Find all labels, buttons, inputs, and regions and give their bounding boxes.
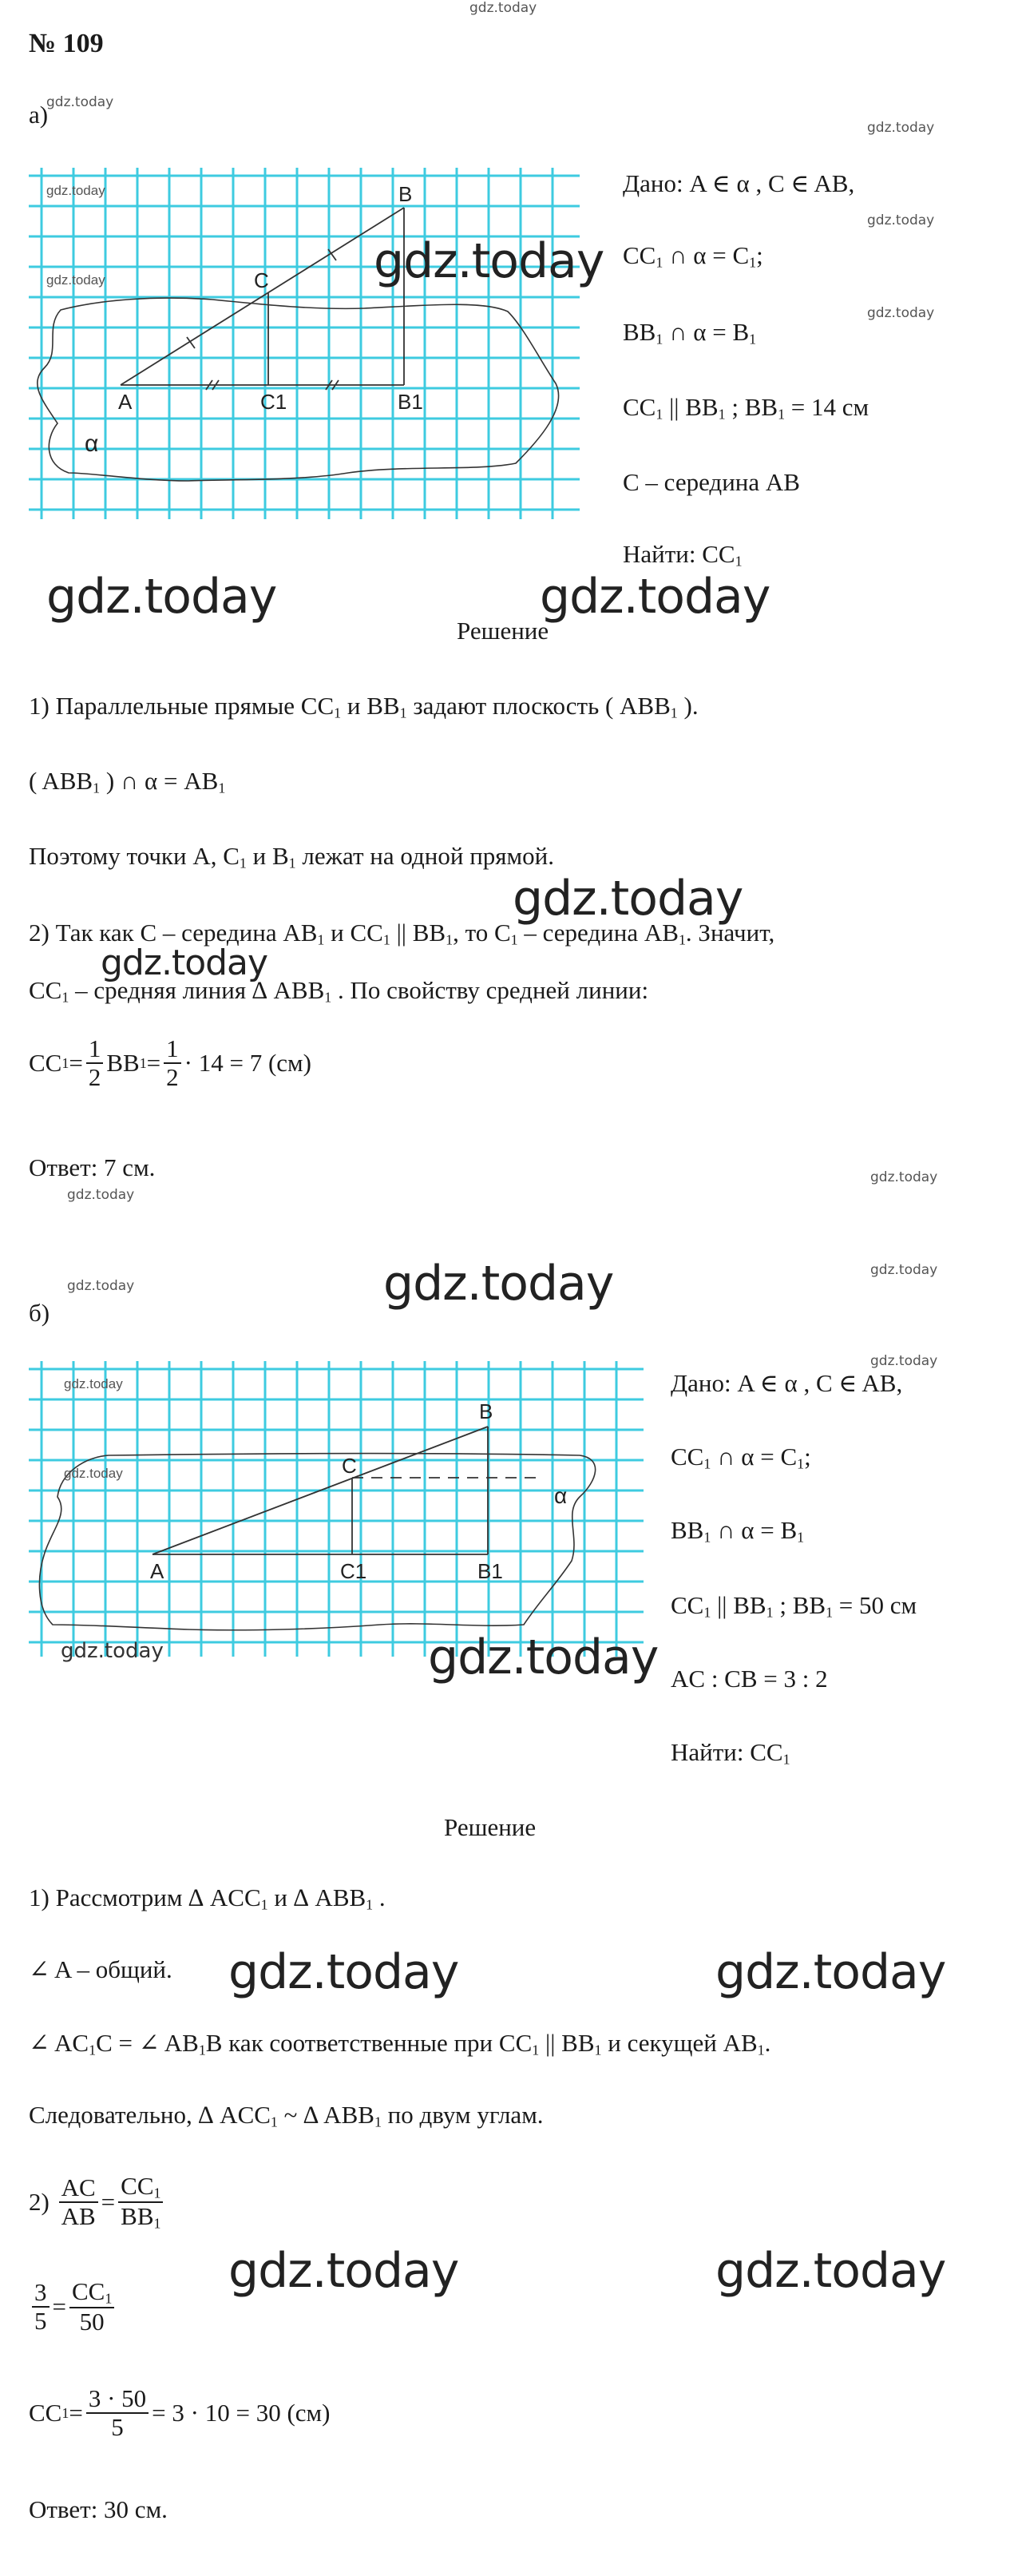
find-a: Найти: $CC_1$: [623, 540, 743, 570]
solution-a-step1b: ( $ABB_1$ ) ∩ $\alpha = AB_1$: [29, 767, 226, 796]
point-b: B: [398, 182, 413, 206]
point-c: C: [254, 268, 269, 292]
given-b-line5: AC : CB = 3 : 2: [671, 1665, 828, 1693]
given-b-line1: Дано: A ∈ α , C ∈ AB,: [671, 1369, 903, 1397]
solution-b-step1: 1) Рассмотрим ∆ $ACC_1$ и ∆ $ABB_1$ .: [29, 1883, 386, 1913]
point-c1: C1: [260, 390, 287, 414]
given-a-line3: $BB_1$ ∩ $\alpha = B_1$: [623, 318, 757, 347]
watermark-small: gdz.today: [64, 1466, 123, 1481]
watermark-big: gdz.today: [715, 2243, 946, 2299]
watermark-small: gdz.today: [870, 1262, 938, 1278]
watermark-big: gdz.today: [374, 233, 604, 289]
formula-b1: 2) $\frac{AC}{AB}$ = $\frac{CC_1}{BB_1}$: [29, 2173, 166, 2233]
watermark-medium: gdz.today: [61, 1639, 164, 1663]
point-b1: B1: [477, 1559, 503, 1583]
watermark-small: gdz.today: [46, 183, 105, 198]
answer-a: Ответ: 7 см.: [29, 1153, 156, 1181]
given-a-line2: $CC_1$ ∩ $\alpha = C_1$;: [623, 241, 763, 271]
watermark-big: gdz.today: [383, 1256, 614, 1312]
plane-alpha: α: [554, 1483, 568, 1508]
problem-number: № 109: [29, 29, 104, 58]
answer-b: Ответ: 30 см.: [29, 2495, 168, 2523]
formula-b3: CC 1 = $\frac{3 \cdot 50}{5}$ = 3 · 10 = 30 (см): [29, 2384, 331, 2442]
solution-a-step1: 1) Параллельные прямые $CC_1$ и $BB_1$ задают плоскость ( $ABB_1$ ).: [29, 692, 699, 721]
formula-b2: $\frac{3}{5}$ = $\frac{CC_1}{50}$: [29, 2278, 117, 2336]
watermark-big: gdz.today: [428, 1629, 659, 1685]
watermark-small: gdz.today: [67, 1187, 135, 1203]
watermark-big: gdz.today: [46, 569, 277, 625]
watermark-small: gdz.today: [64, 1376, 123, 1391]
watermark-small: gdz.today: [870, 1169, 938, 1185]
solution-a-step2b: $CC_1$ – средняя линия ∆ $ABB_1$ . По свойству средней линии:: [29, 976, 649, 1006]
point-b: B: [479, 1399, 493, 1423]
plane-alpha: α: [85, 431, 99, 457]
point-c1: C1: [340, 1559, 367, 1583]
watermark-big: gdz.today: [228, 1944, 459, 2000]
watermark-small: gdz.today: [867, 212, 935, 228]
watermark-small: gdz.today: [469, 0, 537, 16]
point-a: A: [150, 1559, 164, 1583]
watermark-big: gdz.today: [540, 569, 770, 625]
solution-b-similar: Следовательно, ∆ $ACC_1$ ~ ∆ $ABB_1$ по двум углам.: [29, 2101, 544, 2130]
watermark-small: gdz.today: [46, 94, 114, 110]
watermark-small: gdz.today: [870, 1353, 938, 1369]
point-b1: B1: [398, 390, 423, 414]
watermark-big: gdz.today: [101, 943, 268, 983]
solution-b-angles: ∠ $AC_1C$ = ∠ $AB_1B$ как соответственные при $CC_1$ || $BB_1$ и секущей $AB_1$.: [29, 2029, 771, 2058]
figure-a: [29, 168, 580, 519]
solution-b-common-angle: ∠ A – общий.: [29, 1955, 172, 1983]
watermark-small: gdz.today: [867, 120, 935, 136]
given-a-line5: C – середина AB: [623, 468, 800, 496]
figure-b: [29, 1361, 644, 1657]
point-a: A: [118, 390, 133, 414]
given-b-line3: $BB_1$ ∩ $\alpha = B_1$: [671, 1516, 805, 1546]
watermark-big: gdz.today: [513, 871, 743, 927]
watermark-small: gdz.today: [46, 272, 105, 288]
given-a-line1: Дано: A ∈ α , C ∈ AB,: [623, 169, 855, 197]
part-a-label: а): [29, 101, 49, 129]
given-b-line2: $CC_1$ ∩ $\alpha = C_1$;: [671, 1443, 811, 1472]
solution-b-title: Решение: [444, 1813, 537, 1841]
watermark-small: gdz.today: [67, 1278, 135, 1294]
find-b: Найти: $CC_1$: [671, 1738, 790, 1768]
part-b-label: б): [29, 1299, 50, 1327]
solution-a-step2: 2) Так как C – середина $AB_1$ и $CC_1$ || $BB_1$, то $C_1$ – середина $AB_1$. Значит,: [29, 919, 775, 948]
point-c: C: [342, 1454, 357, 1478]
watermark-big: gdz.today: [715, 1944, 946, 2000]
formula-a: CC 1 = $\frac{1}{2}$ BB 1 = $\frac{1}{2}$ · 14 = 7 (см): [29, 1034, 311, 1092]
watermark-big: gdz.today: [228, 2243, 459, 2299]
given-a-line4: $CC_1$ || $BB_1$ ; $BB_1 = 14$ см: [623, 393, 869, 423]
watermark-small: gdz.today: [867, 305, 935, 321]
solution-a-title: Решение: [457, 617, 549, 645]
given-b-line4: $CC_1$ || $BB_1$ ; $BB_1 = 50$ см: [671, 1591, 917, 1621]
solution-a-step1c: Поэтому точки A, $C_1$ и $B_1$ лежат на одной прямой.: [29, 842, 555, 871]
